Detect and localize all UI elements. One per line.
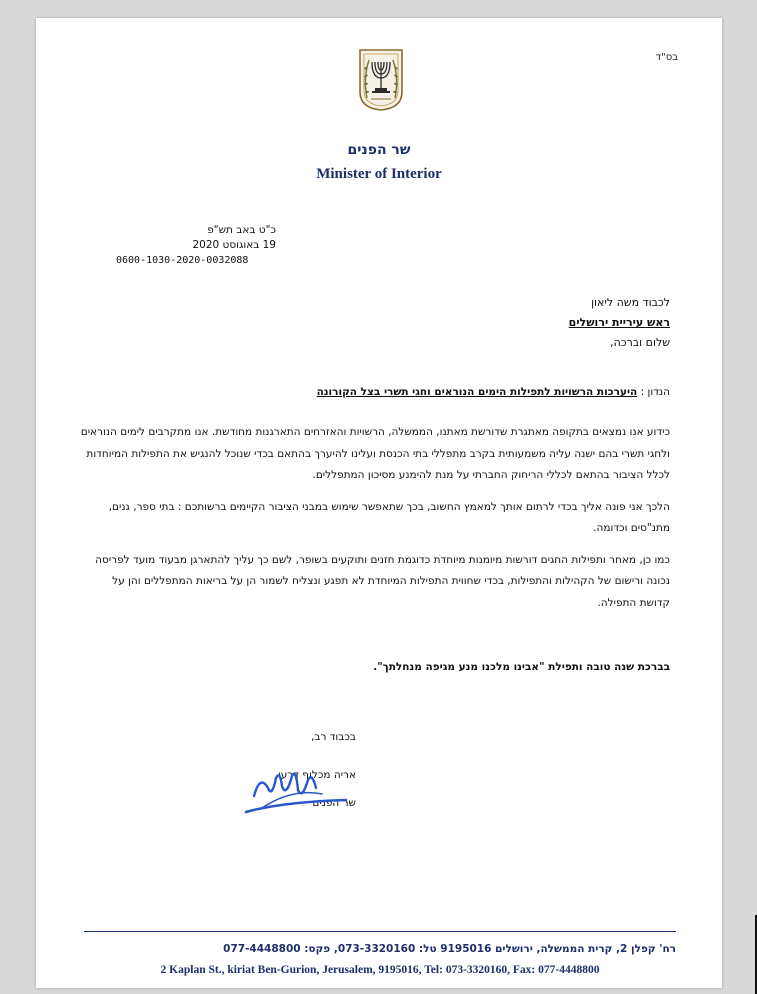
letter-page [36, 18, 722, 988]
blessing-line: בברכת שנה טובה ותפילת "אבינו מלכנו מנע מגיפה מנחלתך". [373, 661, 670, 673]
menorah-emblem-icon [356, 48, 406, 112]
letter-dates [116, 223, 276, 268]
bsd-mark: בס"ד [655, 52, 678, 63]
greeting: שלום וברכה, [610, 336, 670, 349]
footer-address-english: 2 Kaplan St., kiriat Ben-Gurion, Jerusalem, 9195016, Tel: 073-3320160, Fax: 077-4448800 [160, 964, 600, 976]
body-paragraph-2: הלכך אני פונה אליך בכדי לרתום אותך למאמץ החשוב, בכך שתאפשר שימוש במבני הציבור הקיימים ברשותכם : בתי ספר, גנים, מתנ"סים וכדומה. [108, 500, 670, 534]
minister-title-english: Minister of Interior [316, 166, 442, 182]
addressee-block [370, 293, 670, 353]
hebrew-date: כ"ט באב תש"פ [207, 224, 276, 236]
regards: בכבוד רב, [311, 731, 356, 743]
body-paragraph-1: כידוע אנו נמצאים בתקופה מאתגרת שדורשת מאתנו, הממשלה, הרשויות והאזרחים התארגנות מחודשת. אנו מתקרבים לימים הנוראים ולחגי תשרי בהם ישנה עליה משמעותית בקרב מתפללי בתי הכנסת ועלינו להיערך בהתאם בכדי שנוכל להנגיש את התפילות המיוחדות לכלל הציבור בהתאם לכללי הריחוק החברתי על מנת להימנע מסיכון המתפללים. [80, 426, 670, 481]
gregorian-date: 19 באוגוסט 2020 [192, 239, 276, 251]
addressee-title: ראש עיריית ירושלים [568, 316, 670, 329]
letter-body [80, 422, 670, 624]
handwritten-signature-icon [242, 768, 352, 816]
body-paragraph-3: כמו כן, מאחר ותפילות החגים דורשות מיומנות מיוחדת כדוגמת חזנים ותוקעים בשופר, לשם כך עליך להתארגן מבעוד מועד לפריסה נכונה ורישום של הקהילות והתפילות, בכדי שחווית התפילות המיוחדת לא תפגע ונצליח לשמור הן על בריאות המתפללים והן על קדושת התפילה. [95, 553, 670, 609]
minister-title-hebrew: שר הפנים [347, 142, 411, 158]
reference-number: 0600-1030-2020-0032088 [116, 255, 249, 266]
footer-address-hebrew: רח' קפלן 2, קרית הממשלה, ירושלים 9195016 טל: 073-3320160, פקס: 077-4448800 [223, 943, 676, 955]
signer-name: אריה מכלוף דרעי [278, 769, 356, 781]
addressee-name: לכבוד משה ליאון [591, 296, 670, 309]
subject-line [110, 386, 670, 398]
footer-divider [84, 931, 676, 932]
signer-role: שר הפנים [312, 797, 356, 809]
subject-label: הנדון : [640, 386, 670, 398]
subject-text: היערכות הרשויות לתפילות הימים הנוראים וחגי תשרי בצל הקורונה [316, 386, 638, 398]
